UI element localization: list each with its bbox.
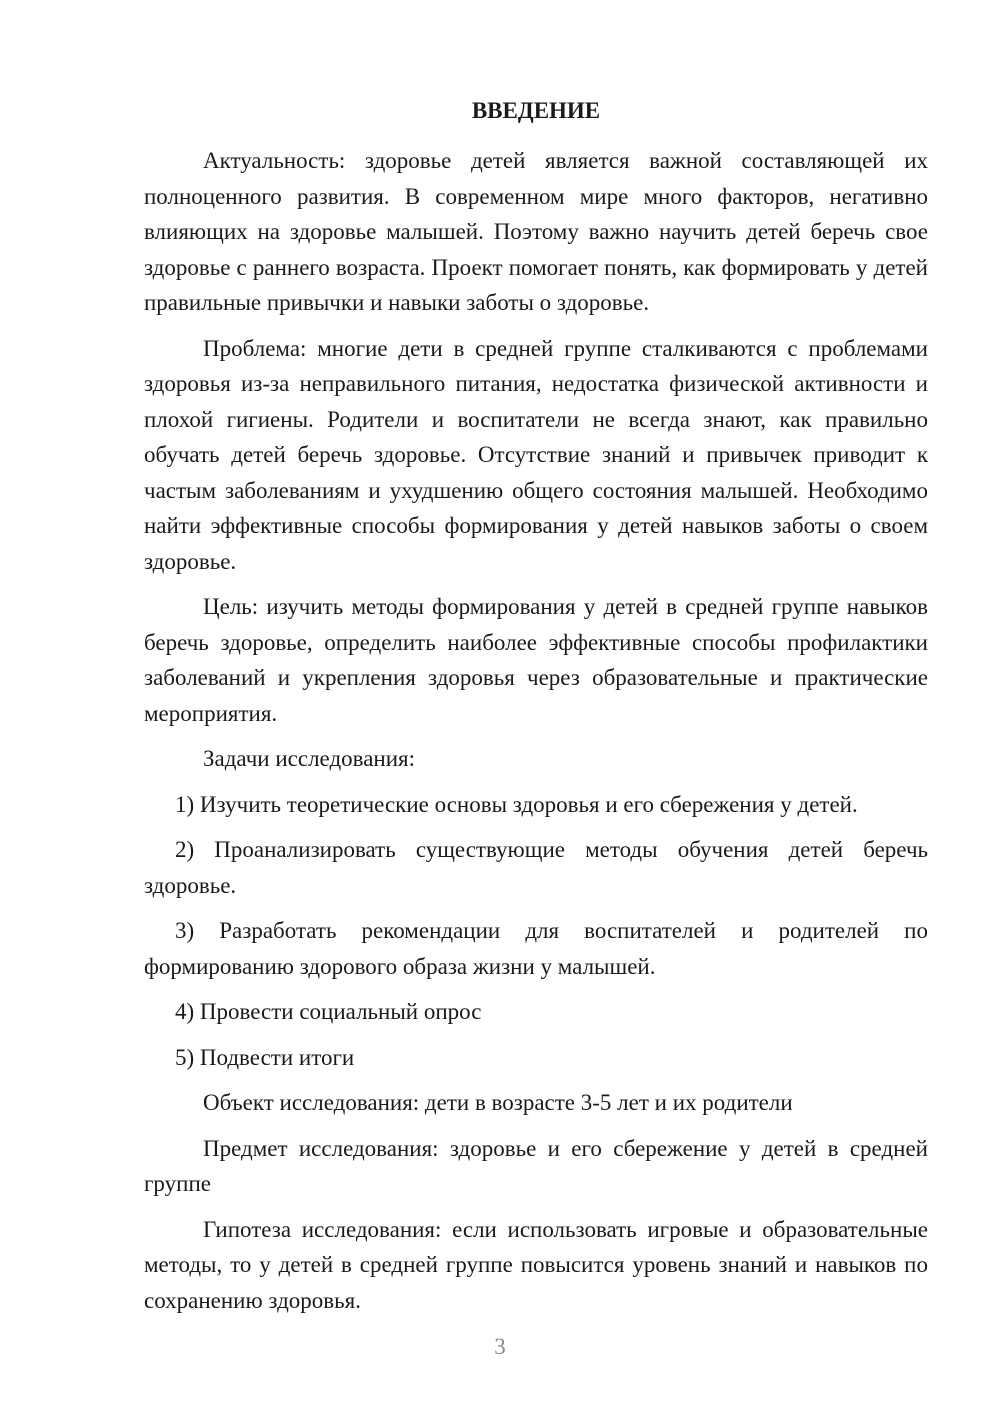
paragraph-subject: Предмет исследования: здоровье и его сбережение у детей в средней группе bbox=[144, 1135, 928, 1196]
task-item-4: 4) Провести социальный опрос bbox=[175, 999, 482, 1024]
task-item-3: 3) Разработать рекомендации для воспитателей и родителей по формированию здорового образа жизни у малышей. bbox=[144, 918, 928, 979]
paragraph-tasks-heading: Задачи исследования: bbox=[203, 746, 416, 771]
task-item-5: 5) Подвести итоги bbox=[175, 1044, 355, 1070]
page-number: 3 bbox=[494, 1334, 506, 1359]
paragraph-relevance: Актуальность: здоровье детей является важной составляющей их полноценного развития. В современном мире много факторов, негативно влияющих на здоровье малышей. Поэтому важно научить детей беречь свое здоровье с раннего возраста. Проект помогает понять, как формировать у детей правильные привычки и навыки заботы о здоровье. bbox=[144, 148, 928, 315]
task-item-2: 2) Проанализировать существующие методы обучения детей беречь здоровье. bbox=[144, 837, 928, 898]
paragraph-object: Объект исследования: дети в возрасте 3-5 лет и их родители bbox=[203, 1090, 793, 1115]
task-item-1: 1) Изучить теоретические основы здоровья и его сбережения у детей. bbox=[175, 791, 858, 817]
paragraph-goal: Цель: изучить методы формирования у детей в средней группе навыков беречь здоровье, определить наиболее эффективные способы профилактики заболеваний и укрепления здоровья через образовательные и практические мероприятия. bbox=[144, 594, 928, 726]
section-title: ВВЕДЕНИЕ bbox=[471, 98, 601, 123]
paragraph-problem: Проблема: многие дети в средней группе сталкиваются с проблемами здоровья из-за неправильного питания, недостатка физической активности и плохой гигиены. Родители и воспитатели не всегда знают, как правильно обучать детей беречь здоровье. Отсутствие знаний и привычек приводит к частым заболеваниям и ухудшению общего состояния малышей. Необходимо найти эффективные способы формирования у детей навыков заботы о своем здоровье. bbox=[144, 335, 928, 574]
paragraph-hypothesis: Гипотеза исследования: если использовать игровые и образовательные методы, то у детей в средней группе повысится уровень знаний и навыков по сохранению здоровья. bbox=[144, 1216, 928, 1313]
document-body bbox=[144, 143, 928, 1328]
